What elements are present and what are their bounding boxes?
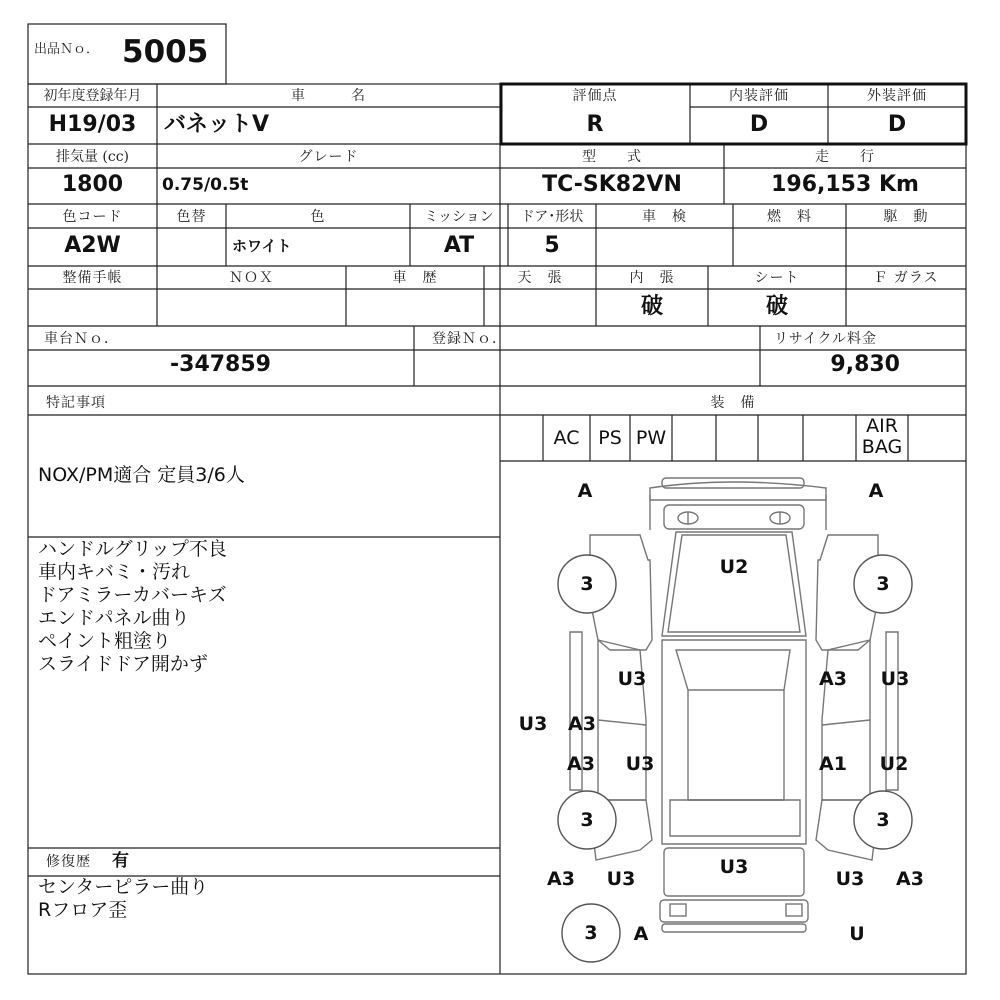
door-label: ドア･形状 — [520, 209, 584, 225]
recycle-value: 9,830 — [830, 352, 900, 377]
equipment-pw: PW — [635, 427, 667, 449]
repair-label: 修復歴 — [46, 854, 91, 870]
seat-label: シート — [754, 270, 800, 286]
interior-trim-value: 破 — [640, 294, 663, 319]
first-reg-value: H19/03 — [48, 112, 137, 137]
damage-code: A1 — [819, 753, 847, 775]
first-reg-label: 初年度登録年月 — [43, 88, 142, 104]
chassis-label: 車台Ｎｏ． — [44, 331, 119, 347]
lot-number: 5005 — [122, 34, 209, 70]
exterior-value: D — [887, 112, 907, 137]
mileage-value: 196,153 Km — [771, 172, 919, 197]
interior-value: D — [749, 112, 769, 137]
equipment-ps: PS — [598, 427, 622, 449]
score-value: R — [586, 112, 604, 137]
history-label: 車 歴 — [392, 270, 438, 286]
remarks-notes: ハンドルグリップ不良 車内キバミ・汚れ ドアミラーカバーキズ エンドパネル曲り ペイント粗塗り スライドドア開かず — [38, 538, 227, 675]
color-code-value: A2W — [64, 233, 121, 258]
chassis-value: -347859 — [170, 352, 271, 377]
repaint-label: 色替 — [176, 209, 207, 225]
damage-code: U — [849, 923, 865, 945]
model-value: TC-SK82VN — [542, 172, 682, 197]
damage-code: A — [633, 923, 649, 945]
maintenance-label: 整備手帳 — [62, 270, 123, 286]
nox-label: ＮＯＸ — [229, 270, 274, 286]
inspection-label: 車 検 — [642, 209, 687, 225]
f-glass-label: Ｆ ガラス — [873, 270, 939, 286]
remarks-label: 特記事項 — [46, 395, 106, 411]
damage-code: U3 — [518, 713, 548, 735]
damage-code: U3 — [617, 668, 647, 690]
tire-tread-value: 3 — [876, 809, 890, 831]
registration-label: 登録Ｎｏ． — [432, 331, 507, 347]
tire-tread-value: 3 — [580, 573, 594, 595]
exterior-label: 外装評価 — [867, 88, 927, 104]
tire-tread-value: 3 — [580, 809, 594, 831]
damage-code: U3 — [625, 753, 655, 775]
lot-number-label: 出品Ｎｏ． — [34, 42, 100, 57]
damage-code: U3 — [606, 868, 636, 890]
drive-label: 駆 動 — [883, 209, 929, 225]
mileage-label: 走 行 — [815, 149, 875, 165]
repair-notes: センターピラー曲り Rフロア歪 — [38, 876, 209, 921]
tire-tread-value: 3 — [876, 573, 890, 595]
mission-label: ミッション — [424, 209, 494, 225]
damage-code: U3 — [880, 668, 910, 690]
damage-code: A3 — [819, 668, 847, 690]
car-name-value: バネットV — [164, 112, 270, 137]
equipment-label: 装 備 — [710, 395, 756, 411]
car-name-label: 車 名 — [291, 88, 366, 104]
equipment-ac: AC — [553, 427, 580, 449]
remarks-line1: NOX/PM適合 定員3/6人 — [38, 464, 245, 486]
grade-value: 0.75/0.5t — [162, 175, 249, 195]
damage-code: U3 — [835, 868, 865, 890]
displacement-label: 排気量 (cc) — [55, 149, 130, 165]
score-label: 評価点 — [572, 88, 618, 104]
damage-code: A3 — [568, 713, 596, 735]
damage-code: U2 — [879, 753, 909, 775]
model-label: 型 式 — [582, 149, 642, 165]
grade-label: グレード — [298, 149, 359, 165]
damage-code: A — [577, 480, 593, 502]
interior-label: 内装評価 — [729, 88, 789, 104]
damage-code: A3 — [547, 868, 575, 890]
damage-code: A — [868, 480, 884, 502]
mission-value: AT — [443, 233, 475, 258]
roof-label: 天 張 — [517, 270, 563, 286]
interior-trim-label: 内 張 — [629, 270, 675, 286]
damage-code: A3 — [567, 753, 595, 775]
damage-code: U3 — [719, 856, 749, 878]
displacement-value: 1800 — [61, 172, 124, 197]
tire-tread-value: 3 — [584, 922, 598, 944]
repair-value: 有 — [112, 851, 129, 871]
fuel-label: 燃 料 — [767, 209, 812, 225]
equipment-airbag: AIR BAG — [861, 415, 903, 458]
damage-code: U2 — [719, 556, 749, 578]
damage-code: A3 — [896, 868, 924, 890]
seat-value: 破 — [765, 294, 788, 319]
color-value: ホワイト — [232, 237, 292, 255]
recycle-label: リサイクル料金 — [774, 331, 878, 347]
color-label: 色 — [310, 209, 326, 225]
color-code-label: 色コード — [62, 209, 123, 225]
door-value: 5 — [544, 233, 560, 258]
